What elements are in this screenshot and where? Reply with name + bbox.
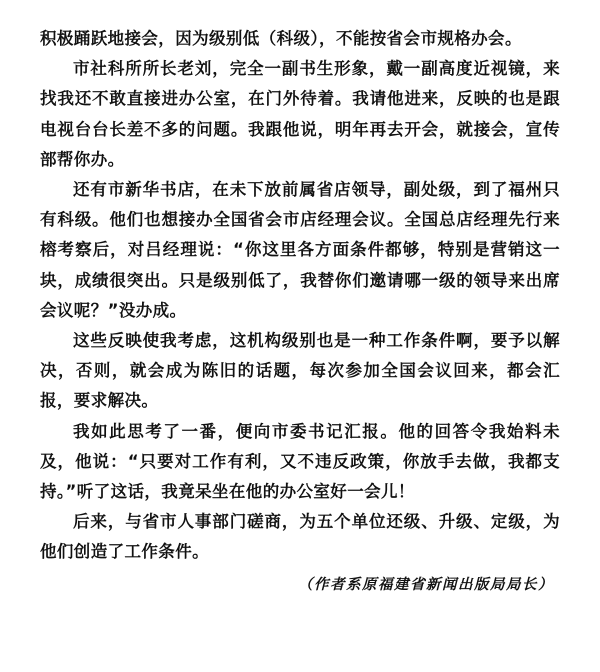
paragraph-2: 市社科所所长老刘，完全一副书生形象，戴一副高度近视镜，来找我还不敢直接进办公室，在门外待着。我请他进来，反映的也是跟电视台台长差不多的问题。我跟他说，明年再去开会，就接会，宣传部帮你办。 bbox=[40, 59, 560, 169]
paragraph-6: 后来，与省市人事部门磋商，为五个单位还级、升级、定级，为他们创造了工作条件。 bbox=[40, 512, 560, 562]
paragraph-4: 这些反映使我考虑，这机构级别也是一种工作条件啊，要予以解决，否则，就会成为陈旧的话题，每次参加全国会议回来，都会汇报，要求解决。 bbox=[40, 331, 560, 411]
paragraph-3: 还有市新华书店，在未下放前属省店领导，副处级，到了福州只有科级。他们也想接办全国省会市店经理会议。全国总店经理先行来榕考察后，对吕经理说：“你这里各方面条件都够，特别是营销这一块，成绩很突出。只是级别低了，我替你们邀请哪一级的领导来出席会议呢？”没办成。 bbox=[40, 180, 560, 320]
author-byline: （作者系原福建省新闻出版局局长） bbox=[298, 576, 554, 593]
paragraph-5: 我如此思考了一番，便向市委书记汇报。他的回答令我始料未及，他说：“只要对工作有利，又不违反政策，你放手去做，我都支持。”听了这话，我竟呆坐在他的办公室好一会儿！ bbox=[40, 421, 560, 502]
paragraph-1: 积极踊跃地接会，因为级别低（科级），不能按省会市规格办会。 bbox=[40, 29, 522, 48]
article-body bbox=[40, 24, 560, 568]
